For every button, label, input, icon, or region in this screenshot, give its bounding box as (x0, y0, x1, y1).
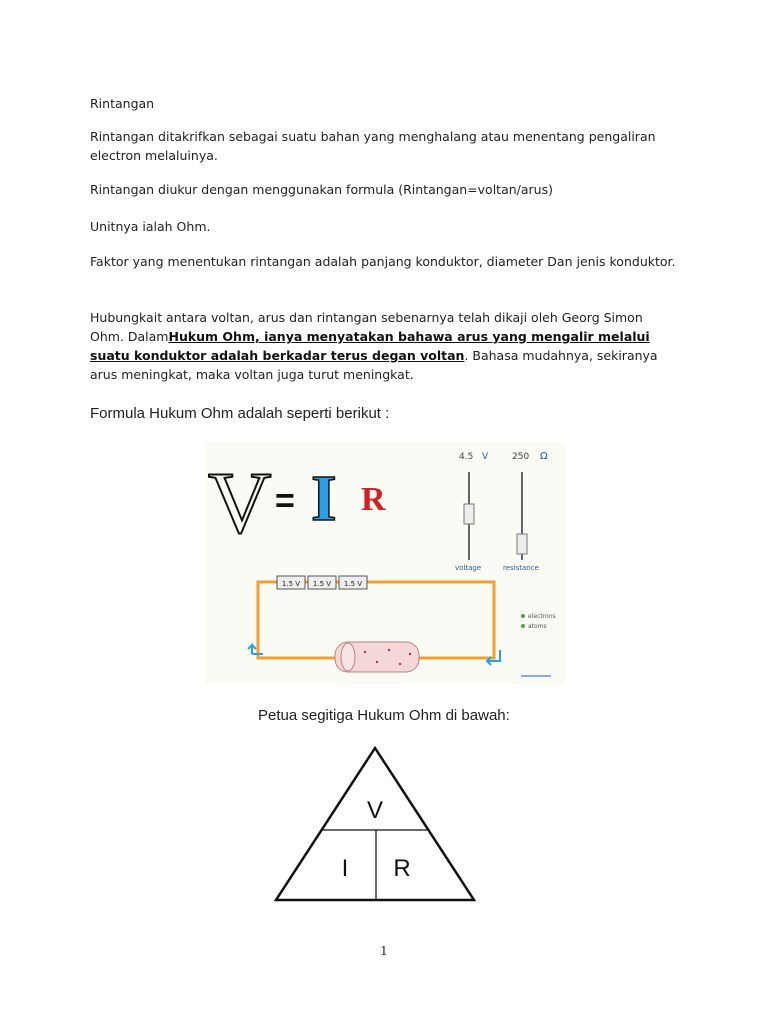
equation-r: R (361, 481, 386, 518)
triangle-left-label: I (341, 855, 349, 882)
triangle-right-label: R (393, 855, 411, 882)
voltage-unit: V (482, 452, 489, 462)
legend-marker (521, 624, 525, 628)
electron-dot (376, 661, 378, 663)
equation-i: I (311, 462, 337, 535)
equation-equals: = (275, 482, 295, 520)
voltage-slider-handle[interactable] (464, 504, 474, 524)
legend-marker (521, 614, 525, 618)
electron-dot (364, 651, 366, 653)
resistor-cylinder (335, 642, 419, 672)
resistor-end (341, 643, 355, 671)
page-number: 1 (380, 944, 388, 958)
resistance-slider-label: resistance (503, 564, 539, 572)
formula-paragraph: Rintangan diukur dengan menggunakan formula (Rintangan=voltan/arus) (90, 182, 553, 197)
triangle-caption: Petua segitiga Hukum Ohm di bawah: (258, 707, 510, 724)
ohm-law-figure (205, 442, 565, 684)
electron-dot (409, 653, 411, 655)
triangle-outline (276, 748, 474, 900)
electron-dot (399, 663, 401, 665)
voltage-value: 4.5 (459, 452, 474, 462)
legend-atoms: atoms (528, 623, 547, 630)
definition-paragraph: Rintangan ditakrifkan sebagai suatu bahan yang menghalang atau menentang pengaliran electron melaluinya. (90, 129, 656, 163)
formula-intro: Formula Hukum Ohm adalah seperti berikut : (90, 405, 390, 422)
ohm-law-intro: Hubungkait antara voltan, arus dan rintangan sebenarnya telah dikaji oleh Georg Simon Ohm. Dalam (90, 310, 643, 344)
resistance-slider-handle[interactable] (517, 534, 527, 554)
electron-dot (388, 649, 390, 651)
ohm-law-statement: Hukum Ohm, ianya menyatakan bahawa arus yang mengalir melalui suatu konduktor adalah berkadar terus degan voltan (90, 329, 650, 363)
unit-paragraph: Unitnya ialah Ohm. (90, 219, 211, 234)
triangle-top-label: V (366, 797, 384, 824)
battery-label: 1.5 V (312, 580, 332, 588)
ohm-law-paragraph (90, 308, 680, 384)
voltage-slider-label: voltage (455, 564, 482, 572)
battery-pack (277, 576, 367, 589)
battery-label: 1.5 V (281, 580, 301, 588)
ohm-law-simplified: . Bahasa mudahnya, sekiranya arus meningkat, maka voltan juga turut meningkat. (90, 348, 658, 382)
ohm-triangle (270, 742, 480, 906)
equation-v: V (208, 455, 272, 552)
section-heading: Rintangan (90, 96, 155, 111)
resistance-unit: Ω (540, 451, 548, 462)
legend-electrons: electrons (528, 613, 556, 620)
resistance-value: 250 (512, 452, 530, 462)
factors-paragraph: Faktor yang menentukan rintangan adalah panjang konduktor, diameter Dan jenis konduktor. (90, 254, 676, 269)
battery-label: 1.5 V (343, 580, 363, 588)
